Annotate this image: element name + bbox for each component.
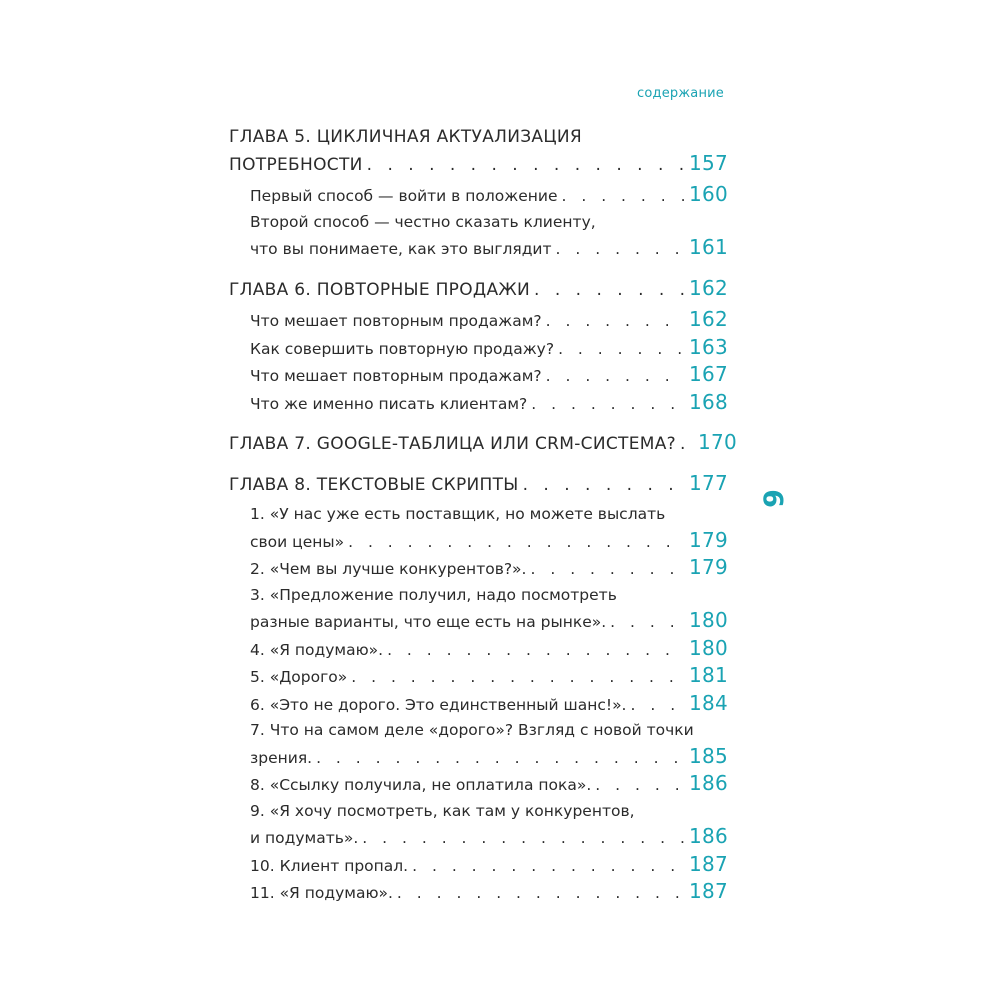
toc-section[interactable] [229, 502, 729, 555]
chapter-8-group [229, 470, 729, 907]
toc-chapter-6[interactable] [229, 275, 729, 304]
section-title: зрения. [250, 748, 313, 767]
toc-section[interactable] [229, 210, 729, 263]
page-ref: 170 [697, 430, 738, 454]
dot-leader [562, 184, 686, 210]
section-title: и подумать». [250, 829, 359, 847]
section-title: 4. «Я подумаю». [250, 640, 384, 659]
page-ref: 168 [689, 389, 729, 414]
chapter-title-line: ГЛАВА 5. ЦИКЛИЧНАЯ АКТУАЛИЗАЦИЯ [229, 127, 582, 147]
dot-leader [348, 530, 685, 556]
section-title-line: 7. Что на самом деле «дорого»? Взгляд с новой точки [250, 721, 694, 739]
section-title: Что мешает повторным продажам? [250, 367, 542, 385]
section-title: Как совершить повторную продажу? [250, 339, 555, 358]
dot-leader [387, 638, 685, 664]
page-ref: 187 [689, 851, 729, 876]
toc-chapter-5[interactable] [229, 125, 729, 178]
dot-leader [630, 693, 685, 719]
section-title-line: 1. «У нас уже есть поставщик, но можете выслать [250, 505, 666, 523]
page-ref: 185 [689, 743, 729, 768]
toc-section[interactable] [229, 635, 729, 664]
chapter-7-group [229, 430, 738, 458]
section-title: Первый способ — войти в положение [250, 187, 558, 205]
section-title: Что мешает повторным продажам? [250, 312, 542, 330]
toc-section[interactable] [229, 879, 729, 907]
section-title: 11. «Я подумаю». [250, 884, 393, 902]
dot-leader [680, 432, 694, 458]
toc-section[interactable] [229, 771, 729, 799]
page-ref: 163 [689, 334, 729, 359]
page-ref: 184 [689, 690, 729, 715]
page-ref: 160 [689, 182, 729, 206]
toc-section[interactable] [229, 663, 729, 691]
page-ref: 162 [689, 307, 729, 331]
dot-leader [546, 309, 685, 335]
chapter-title: ГЛАВА 7. GOOGLE-ТАБЛИЦА ИЛИ CRM-СИСТЕМА? [229, 434, 676, 454]
section-title: 10. Клиент пропал. [250, 856, 409, 875]
dot-leader [531, 392, 685, 418]
section-title-line: Второй способ — честно сказать клиенту, [250, 212, 596, 231]
page-ref: 161 [689, 235, 729, 259]
chapter-6-group [229, 275, 729, 418]
page-ref: 187 [689, 879, 729, 903]
chapter-5-group [229, 125, 729, 263]
dot-leader [556, 237, 685, 263]
section-title: что вы понимаете, как это выглядит [250, 240, 552, 258]
chapter-title: ГЛАВА 6. ПОВТОРНЫЕ ПРОДАЖИ [229, 279, 531, 300]
toc-section[interactable] [229, 690, 729, 719]
toc-section[interactable] [229, 334, 729, 363]
page-ref: 177 [689, 470, 729, 495]
toc-section[interactable] [229, 307, 729, 335]
table-of-contents [229, 125, 738, 907]
page-ref: 186 [689, 824, 729, 848]
dot-leader [530, 557, 685, 583]
toc-section[interactable] [229, 389, 729, 418]
dot-leader [412, 854, 685, 880]
page-ref: 186 [689, 771, 729, 795]
section-title: 2. «Чем вы лучше конкурентов?». [250, 560, 527, 578]
page-ref: 179 [689, 527, 729, 552]
section-title: свои цены» [250, 532, 345, 551]
page-ref: 167 [689, 362, 729, 386]
toc-section[interactable] [229, 182, 729, 210]
running-header: содержание [637, 86, 724, 101]
toc-section[interactable] [229, 583, 729, 636]
dot-leader [610, 610, 685, 636]
page-number: 9 [758, 489, 790, 508]
dot-leader [397, 881, 685, 907]
toc-section[interactable] [229, 718, 729, 771]
dot-leader [534, 278, 685, 304]
toc-section[interactable] [229, 362, 729, 390]
toc-section[interactable] [229, 799, 729, 852]
page-ref: 181 [689, 663, 729, 687]
section-title-line: 9. «Я хочу посмотреть, как там у конкурентов, [250, 801, 635, 820]
toc-section[interactable] [229, 555, 729, 583]
section-title: разные варианты, что еще есть на рынке». [250, 613, 607, 631]
page-ref: 162 [689, 275, 729, 300]
dot-leader [362, 826, 685, 852]
section-title-line: 3. «Предложение получил, надо посмотреть [250, 585, 617, 604]
dot-leader [367, 153, 685, 179]
dot-leader [523, 473, 685, 499]
page-ref: 180 [689, 608, 729, 632]
toc-chapter-7[interactable] [229, 430, 738, 458]
dot-leader [316, 746, 685, 772]
dot-leader [546, 364, 685, 390]
chapter-title: ГЛАВА 8. ТЕКСТОВЫЕ СКРИПТЫ [229, 474, 519, 495]
dot-leader [595, 773, 685, 799]
toc-section[interactable] [229, 851, 729, 880]
dot-leader [351, 665, 685, 691]
chapter-title-line: ПОТРЕБНОСТИ [229, 154, 363, 175]
page-ref: 179 [689, 555, 729, 579]
section-title: 6. «Это не дорого. Это единственный шанс!». [250, 695, 627, 714]
section-title: 8. «Ссылку получила, не оплатила пока». [250, 776, 592, 794]
dot-leader [558, 337, 685, 363]
section-title: Что же именно писать клиентам? [250, 394, 528, 413]
page-ref: 180 [689, 635, 729, 660]
page-ref: 157 [689, 150, 729, 175]
section-title: 5. «Дорого» [250, 668, 348, 686]
toc-chapter-8[interactable] [229, 470, 729, 499]
